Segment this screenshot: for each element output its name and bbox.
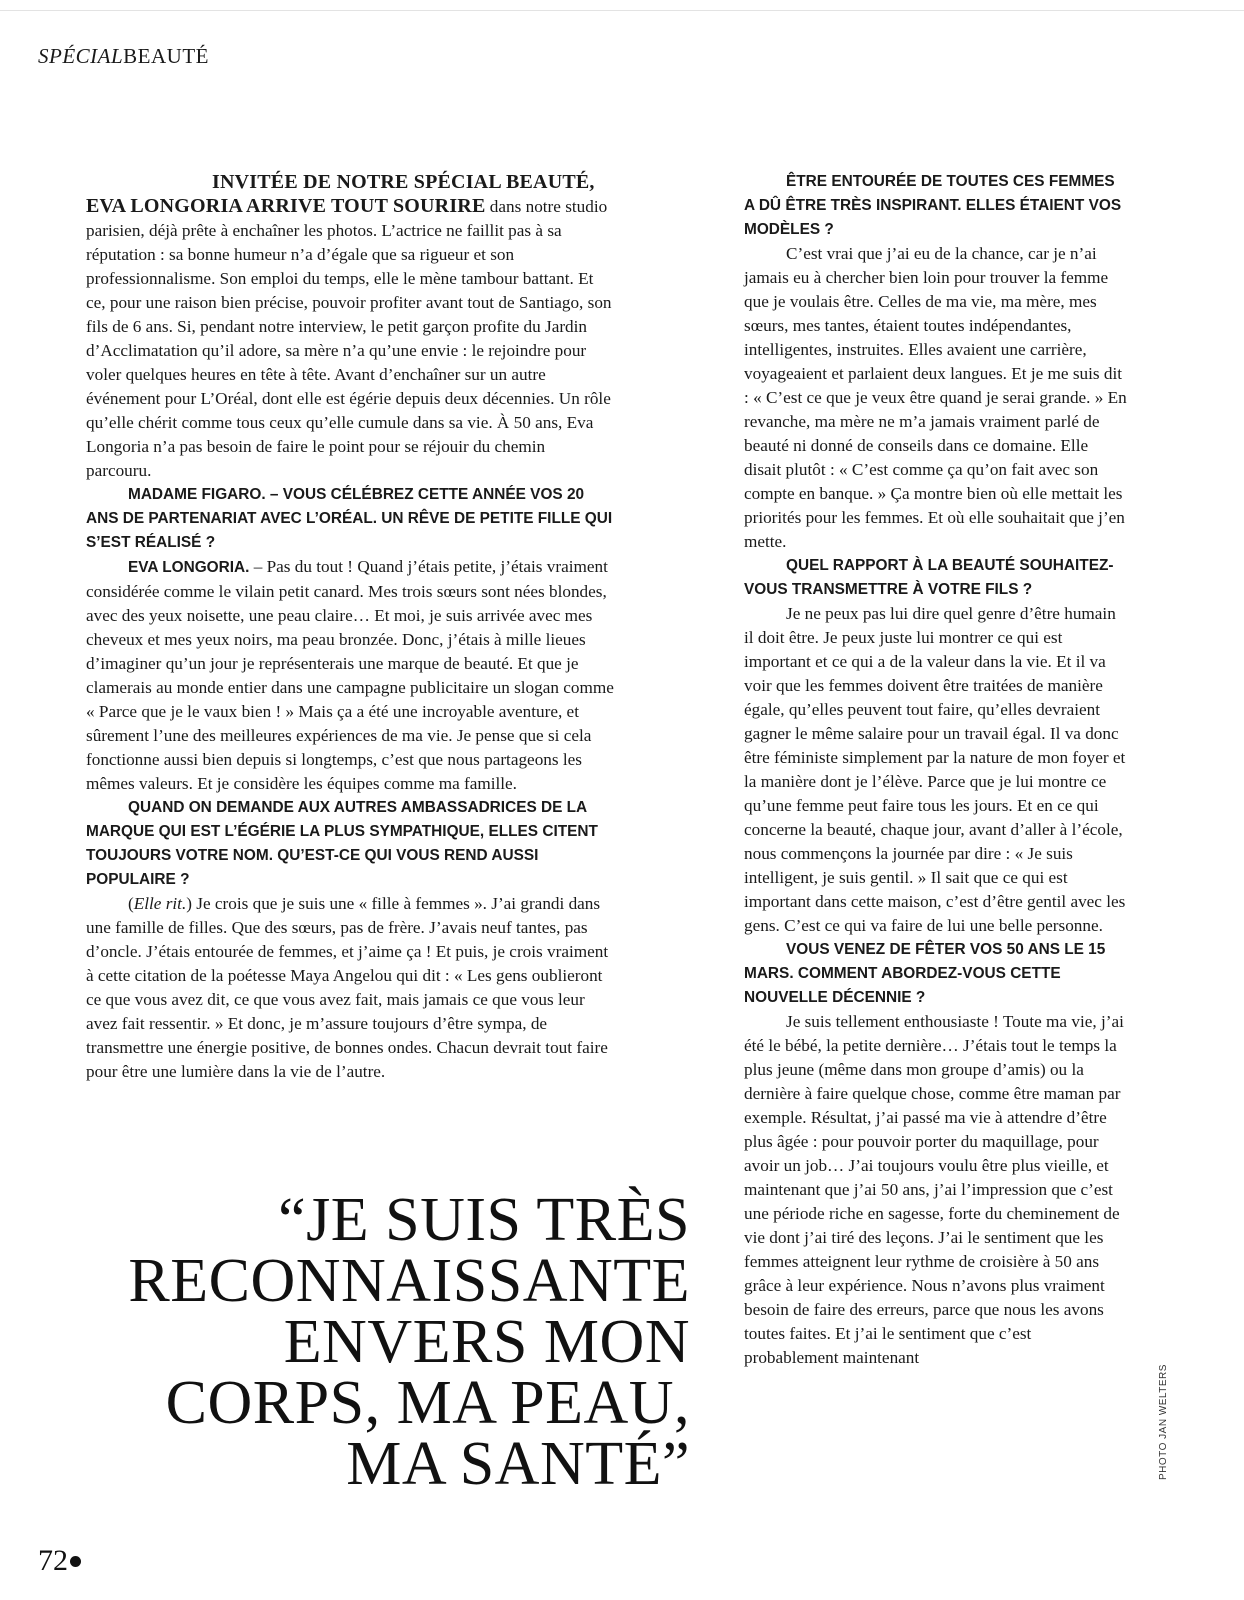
pull-quote-line: CORPS, MA PEAU, <box>165 1369 690 1437</box>
pull-quote-line: RECONNAISSANTE <box>128 1247 690 1315</box>
section-header-regular: BEAUTÉ <box>123 44 209 68</box>
intro-text: dans notre studio parisien, déjà prête à enchaîner les photos. L’actrice ne faillit pas à sa réputation : sa bonne humeur n’a d’égale que sa rigueur et son professionnalisme. Son emploi du temps, elle le mène tambour battant. Et ce, pour une raison bien précise, pouvoir profiter avant tout de Santiago, son fils de 6 ans. Si, pendant notre interview, le petit garçon profite du Jardin d’Acclimatation qu’il adore, sa mère n’a qu’une envie : le rejoindre pour voler quelques heures en tête à tête. Avant d’enchaîner sur un autre événement pour L’Oréal, dont elle est égérie depuis deux décennies. Un rôle qu’elle chérit comme tous ceux qu’elle cumule dans sa vie. À 50 ans, Eva Longoria n’a pas besoin de faire le point pour se réjouir du chemin parcouru. <box>86 197 612 480</box>
answer-2-aside: Elle rit. <box>133 894 187 913</box>
photo-credit: PHOTO JAN WELTERS <box>1158 1364 1169 1480</box>
answer-5: Je suis tellement enthousiaste ! Toute ma vie, j’ai été le bébé, la petite dernière… J’étais tout le temps la plus jeune (même dans mon groupe d’amis) ou la dernière à faire quelque chose, comme être maman par exemple. Résultat, j’ai passé ma vie à attendre d’être plus âgée : pour pouvoir porter du maquillage, pour avoir un job… J’ai toujours voulu être plus vieille, et maintenant que j’ai 50 ans, j’ai l’impression que c’est une période riche en sagesse, forte du cheminement de vie dont j’ai tiré des leçons. J’ai le sentiment que les femmes atteignent leur rythme de croisière à 50 ans grâce à leur expérience. Nous n’avons plus vraiment besoin de faire des erreurs, parce que nous les avons toutes faites. Et j’ai le sentiment que c’est probablement maintenant <box>744 1012 1124 1367</box>
answer-2 <box>86 892 614 1084</box>
top-rule <box>0 10 1244 11</box>
pull-quote-line: “JE SUIS TRÈS <box>278 1186 690 1254</box>
answer-4: Je ne peux pas lui dire quel genre d’être humain il doit être. Je peux juste lui montrer ce qui est important et ce qui a de la valeur dans la vie. Et il va voir que les femmes doivent être traitées de manière égale, qu’elles peuvent tout faire, qu’elles devraient gagner le même salaire pour un travail égal. Il va donc être féministe simplement par la nature de mon foyer et la manière dont je l’élève. Parce que je lui montre ce qu’une femme peut faire tous les jours. Et en ce qui concerne la beauté, chaque jour, avant d’aller à l’école, nous commençons la journée par dire : « Je suis intelligent, je suis gentil. » Il sait que ce qui est important dans cette maison, c’est d’être gentil avec les gens. C’est ce qui va faire de lui une belle personne. <box>744 604 1126 935</box>
page-number <box>38 1544 81 1578</box>
pull-quote-line: ENVERS MON <box>283 1308 690 1376</box>
article-column-left <box>86 170 614 1084</box>
question-2: QUAND ON DEMANDE AUX AUTRES AMBASSADRICES DE LA MARQUE QUI EST L’ÉGÉRIE LA PLUS SYMPATHIQUE, ELLES CITENT TOUJOURS VOTRE NOM. QU’EST-CE QUI VOUS REND AUSSI POPULAIRE ? <box>86 799 598 888</box>
pull-quote-line: MA SANTÉ” <box>346 1430 690 1498</box>
question-4: QUEL RAPPORT À LA BEAUTÉ SOUHAITEZ-VOUS TRANSMETTRE À VOTRE FILS ? <box>744 557 1114 598</box>
question-1: MADAME FIGARO. – VOUS CÉLÉBREZ CETTE ANNÉE VOS 20 ANS DE PARTENARIAT AVEC L’ORÉAL. UN RÊVE DE PETITE FILLE QUI S’EST RÉALISÉ ? <box>86 486 613 551</box>
bullet-dot-icon <box>70 1556 81 1567</box>
question-5: VOUS VENEZ DE FÊTER VOS 50 ANS LE 15 MARS. COMMENT ABORDEZ-VOUS CETTE NOUVELLE DÉCENNIE ? <box>744 941 1106 1006</box>
answer-3: C’est vrai que j’ai eu de la chance, car je n’ai jamais eu à chercher bien loin pour trouver la femme que je voulais être. Celles de ma vie, ma mère, mes sœurs, mes tantes, étaient toutes indépendantes, intelligentes, instruites. Elles avaient une carrière, voyageaient et parlaient deux langues. Et je me suis dit : « C’est ce que je veux être quand je serai grande. » En revanche, ma mère ne m’a jamais vraiment parlé de beauté ni donné de conseils dans ce domaine. Elle disait plutôt : « C’est comme ça qu’on fait avec son compte en banque. » Ça montre bien où elle mettait les priorités pour les femmes. Et où elle souhaitait que j’en mette. <box>744 244 1127 551</box>
intro-lead-line-1: INVITÉE DE NOTRE SPÉCIAL BEAUTÉ, <box>212 171 595 193</box>
answer-2-paren-open: ( <box>128 894 134 913</box>
pull-quote <box>120 1186 690 1498</box>
answer-2-text: Je crois que je suis une « fille à femmes ». J’ai grandi dans une famille de filles. Que des sœurs, pas de frère. J’avais neuf tantes, pas d’oncle. J’étais entourée de femmes, et j’aime ça ! Et puis, je crois vraiment à cette citation de la poétesse Maya Angelou qui dit : « Les gens oublieront ce que vous avez dit, ce que vous avez fait, mais jamais ce que vous leur avez fait ressentir. » Et donc, je m’assure toujours d’être sympa, de transmettre une énergie positive, de bonnes ondes. Chacun devrait tout faire pour être une lumière dans la vie de l’autre. <box>86 894 609 1081</box>
section-header <box>38 44 209 69</box>
answer-1-speaker: EVA LONGORIA. <box>128 559 250 576</box>
answer-2-paren-close: ) <box>186 894 192 913</box>
question-3: ÊTRE ENTOURÉE DE TOUTES CES FEMMES A DÛ ÊTRE TRÈS INSPIRANT. ELLES ÉTAIENT VOS MODÈLES ? <box>744 173 1122 238</box>
article-column-right <box>744 170 1128 1370</box>
intro-lead-line-2: EVA LONGORIA ARRIVE TOUT SOURIRE <box>86 195 486 217</box>
section-header-italic: SPÉCIAL <box>38 44 124 68</box>
page-number-text: 72 <box>38 1544 68 1577</box>
intro-paragraph <box>86 170 614 483</box>
answer-1-text: – Pas du tout ! Quand j’étais petite, j’étais vraiment considérée comme le vilain petit canard. Mes trois sœurs sont nées blondes, avec des yeux noisette, une peau claire… Et moi, je suis arrivée avec mes cheveux et mes yeux noirs, ma peau bronzée. Donc, j’étais à mille lieues d’imaginer qu’un jour je représenterais une marque de beauté. Et que je clamerais au monde entier dans une campagne publicitaire un slogan comme « Parce que je le vaux bien ! » Mais ça a été une incroyable aventure, et sûrement l’une des meilleures expériences de ma vie. Je pense que si cela fonctionne aussi bien depuis si longtemps, c’est que nous partageons les mêmes valeurs. Et je considère les équipes comme ma famille. <box>86 557 614 793</box>
answer-1 <box>86 555 614 796</box>
